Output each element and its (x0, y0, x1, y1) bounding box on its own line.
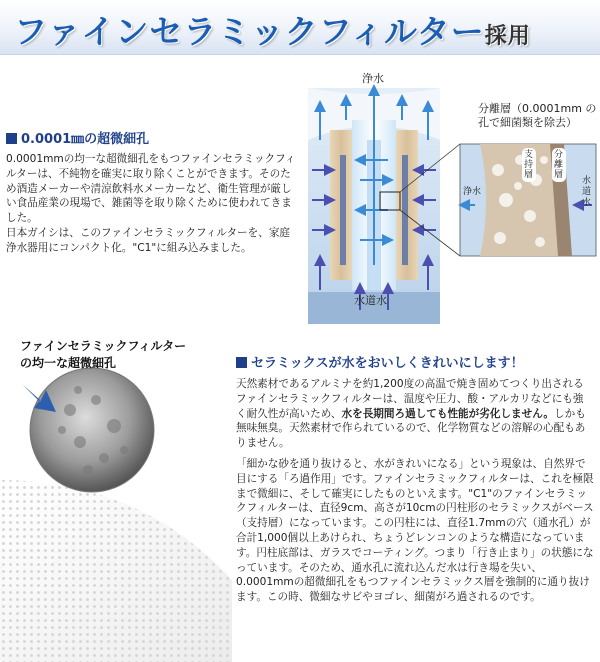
page-title-suffix: 採用 (484, 24, 531, 49)
p1-text-a: 天然素材であるアルミナを約1,200度の高温で焼き固めてつくり出されるファインセラミックフィルターは、温度や圧力、酸・アルカリなどにも強く耐久性が高いため、 (236, 378, 584, 420)
zoom-caption: 分離層（0.0001mm の孔で細菌類を除去） (478, 102, 597, 129)
filter-photo-svg (0, 330, 232, 662)
photo-caption-line2: の均一な超微細孔 (20, 356, 117, 370)
zoom-left-label: 浄水 (463, 187, 482, 197)
section1-heading-text: 0.0001㎜の超微細孔 (21, 132, 150, 147)
section1-heading (6, 128, 149, 147)
page-title (14, 6, 531, 53)
photo-caption-line1: ファインセラミックフィルター (20, 339, 187, 353)
filter-disc-holes (0, 480, 232, 662)
section1-paragraph-2: 日本ガイシは、このファインセラミックフィルターを、家庭浄水器用にコンパクト化。"C1"に組み込みました。 (6, 226, 291, 254)
support-layer-label: 支持層 (522, 148, 536, 182)
section1-body (6, 152, 296, 256)
p1-text-b: しかも無味無臭。天然素材で作られているので、化学物質などの溶解の心配もありません。 (236, 407, 586, 450)
zoom-right-label: 水道水 (582, 176, 592, 208)
filter-diagram (300, 60, 600, 330)
filter-diagram-svg (300, 60, 600, 330)
separation-layer-label: 分離層 (552, 148, 566, 182)
micrograph-lens (30, 368, 154, 492)
section2-heading (236, 352, 524, 371)
filter-photo (0, 330, 232, 662)
section1-paragraph: 0.0001mmの均一な超微細孔をもつファインセラミックフィルターは、不純物を確実に取り除くことができます。そのため酒造メーカーや清涼飲料水メーカーなど、衛生管理が厳しい食品産業の現場で、雑菌等を取り除くために使われてきました。 (6, 153, 296, 225)
section2-body (236, 377, 594, 611)
square-bullet-icon (6, 133, 17, 144)
page-title-main: ファインセラミックフィルター (14, 12, 485, 51)
photo-caption (20, 338, 186, 372)
square-bullet-icon (236, 357, 247, 368)
section2-heading-text: セラミックスが水をおいしくきれいにします！ (251, 356, 524, 371)
p1-emphasis: 水を長期間ろ過しても性能が劣化しません。 (341, 407, 555, 420)
channel-right (402, 155, 408, 265)
section2-paragraph-1 (236, 377, 594, 451)
section2-paragraph-2: 「細かな砂を通り抜けると、水がきれいになる」という現象は、自然界で目にする「ろ過作用」です。ファインセラミックフィルターは、これを極限まで微細に、そして確実にしたものといえます。"C1"のファインセラミックフィルターは、直径9cm、高さが10cmの円柱形のセラミックスがベース（支持層）になっています。この円柱には、直径1.7mmの穴（通水孔）が合計1,000個以上あけられ、ちょうどレンコンのような構造になっています。円柱底部は、ガラスでコーティング。つまり「行き止まり」の状態になっています。そのため、通水孔に流れ込んだ水は行き場を失い、0.0001mmの超微細孔をもつファインセラミックス層を強制的に通り抜けます。この時、微細なサビやヨゴレ、細菌がろ過されるのです。 (236, 457, 594, 604)
diagram-bottom-label: 水道水 (354, 294, 387, 307)
channel-left (340, 155, 346, 265)
diagram-top-label: 浄水 (362, 72, 384, 85)
